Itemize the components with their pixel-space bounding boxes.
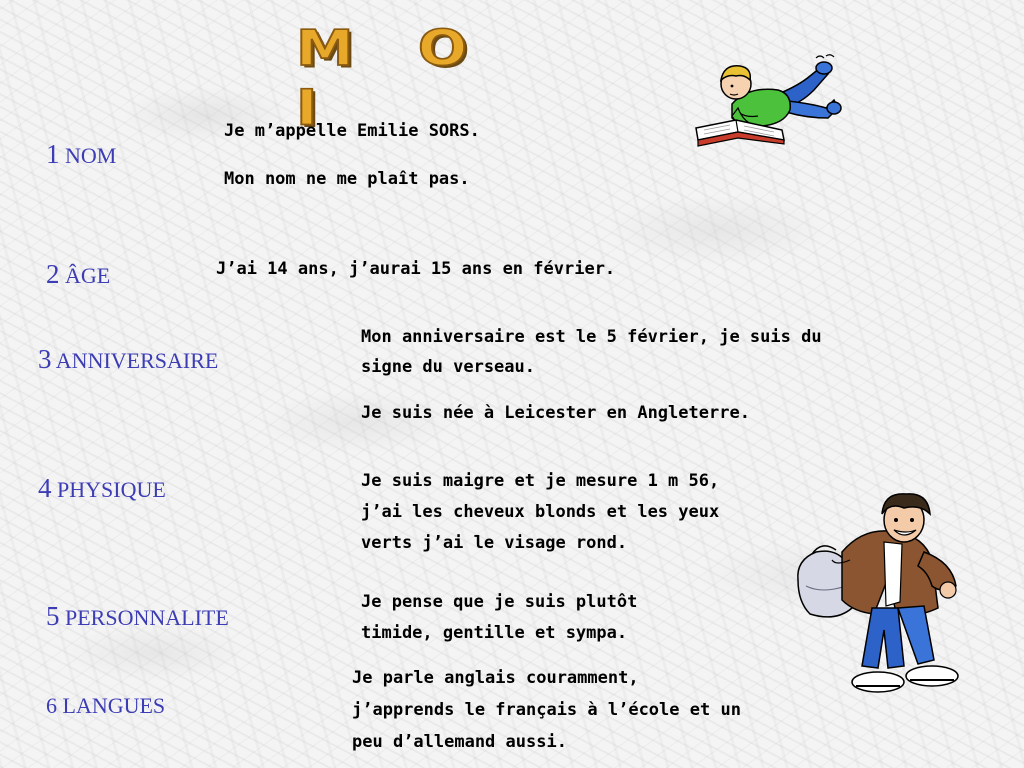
section-number: 6 <box>46 693 57 718</box>
anniversaire-line-2: signe du verseau. <box>361 357 535 377</box>
langues-line-3: peu d’allemand aussi. <box>352 732 567 752</box>
section-label-text: ÂGE <box>65 263 111 288</box>
section-label-anniversaire <box>38 345 218 375</box>
section-label-text: NOM <box>65 143 117 168</box>
section-label-text: LANGUES <box>62 693 166 718</box>
section-label-nom <box>46 140 116 170</box>
section-number: 1 <box>46 139 60 169</box>
boy-reading-icon <box>688 46 848 156</box>
anniversaire-line-3: Je suis née à Leicester en Angleterre. <box>361 403 750 423</box>
physique-line-3: verts j’ai le visage rond. <box>361 533 628 553</box>
section-number: 3 <box>38 344 52 374</box>
nom-line-1: Je m’appelle Emilie SORS. <box>224 121 480 141</box>
langues-line-2: j’apprends le français à l’école et un <box>352 700 741 720</box>
section-label-age <box>46 260 110 290</box>
anniversaire-line-1: Mon anniversaire est le 5 février, je suis du <box>361 327 822 347</box>
section-label-personnalite <box>46 602 229 632</box>
age-line-1: J’ai 14 ans, j’aurai 15 ans en février. <box>216 259 616 279</box>
section-number: 4 <box>38 473 52 503</box>
section-label-text: ANNIVERSAIRE <box>55 348 219 373</box>
physique-line-2: j’ai les cheveux blonds et les yeux <box>361 502 720 522</box>
section-number: 5 <box>46 601 60 631</box>
section-label-text: PHYSIQUE <box>57 477 166 502</box>
physique-line-1: Je suis maigre et je mesure 1 m 56, <box>361 471 720 491</box>
personnalite-line-1: Je pense que je suis plutôt <box>361 592 638 612</box>
nom-line-2: Mon nom ne me plaît pas. <box>224 169 470 189</box>
section-label-text: PERSONNALITE <box>65 605 229 630</box>
section-label-physique <box>38 474 166 504</box>
section-label-langues <box>46 692 165 720</box>
page-title: M O I <box>296 18 490 137</box>
section-number: 2 <box>46 259 60 289</box>
student-with-bag-icon <box>792 490 972 710</box>
langues-line-1: Je parle anglais couramment, <box>352 668 639 688</box>
personnalite-line-2: timide, gentille et sympa. <box>361 623 628 643</box>
